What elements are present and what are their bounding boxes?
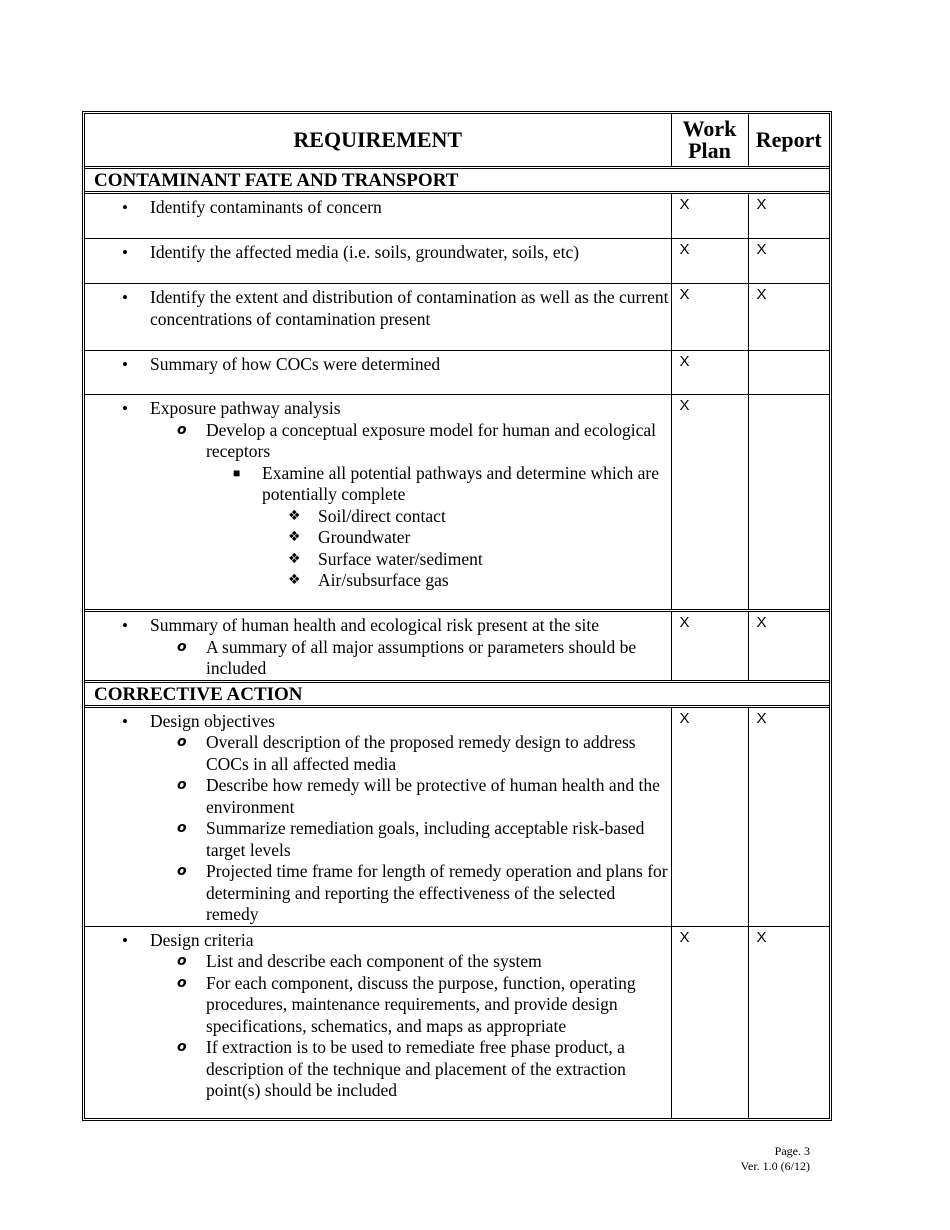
- report-mark: X: [748, 284, 829, 351]
- header-report: Report: [748, 114, 829, 168]
- report-mark: X: [748, 193, 829, 239]
- bullet-icon: •: [122, 930, 128, 950]
- table-row: [85, 193, 829, 239]
- hollow-bullet-icon: o: [177, 1039, 187, 1055]
- table-row: [85, 284, 829, 351]
- diamond-bullet-icon: ❖: [288, 507, 301, 524]
- table-row: [85, 706, 829, 926]
- work-plan-mark: X: [671, 351, 748, 395]
- requirement-cell: • Design criteria o List and describe each component of the system o For each component, discuss the purpose, function, operating procedures, maintenance requirements, and provide design specifications, schematics, and maps as appropriate o If extraction is to be used to remediate free phase product, a description of the technique and placement of the extraction point(s) should be included: [85, 926, 671, 1118]
- requirement-cell: • Identify the extent and distribution of contamination as well as the current concentrations of contamination present: [85, 284, 671, 351]
- work-plan-mark: X: [671, 611, 748, 682]
- requirement-cell: • Design objectives o Overall description of the proposed remedy design to address COCs in all affected media o Describe how remedy will be protective of human health and the environment o Summarize remediation goals, including acceptable risk-based target levels o Projected time frame for length of remedy operation and plans for determining and reporting the effectiveness of the selected remedy: [85, 706, 671, 926]
- diamond-bullet-icon: ❖: [288, 529, 301, 545]
- bullet-icon: •: [122, 711, 128, 731]
- report-mark: X: [748, 706, 829, 926]
- table-row: [85, 395, 829, 611]
- report-mark: [748, 395, 829, 611]
- header-row: [85, 114, 829, 168]
- page-footer: [741, 1144, 810, 1174]
- hollow-bullet-icon: o: [177, 953, 187, 969]
- header-requirement: REQUIREMENT: [85, 114, 671, 168]
- bullet-icon: •: [122, 399, 128, 418]
- header-work-plan: Work Plan: [671, 114, 748, 168]
- hollow-bullet-icon: o: [177, 421, 187, 438]
- report-mark: [748, 351, 829, 395]
- section-title-ca: CORRECTIVE ACTION: [85, 681, 829, 706]
- report-mark: X: [748, 926, 829, 1118]
- hollow-bullet-icon: o: [177, 777, 187, 793]
- requirement-cell: • Summary of how COCs were determined: [85, 351, 671, 395]
- bullet-icon: •: [122, 355, 128, 374]
- bullet-icon: •: [122, 616, 128, 635]
- requirement-cell: • Identify contaminants of concern: [85, 193, 671, 239]
- work-plan-mark: X: [671, 395, 748, 611]
- bullet-icon: •: [122, 198, 128, 217]
- report-mark: X: [748, 611, 829, 682]
- table-row: [85, 611, 829, 682]
- hollow-bullet-icon: o: [177, 734, 187, 750]
- section-row: [85, 681, 829, 706]
- table-row: [85, 926, 829, 1118]
- requirements-table: [82, 111, 832, 1121]
- diamond-bullet-icon: ❖: [288, 572, 301, 588]
- bullet-icon: •: [122, 243, 128, 262]
- hollow-bullet-icon: o: [177, 974, 187, 991]
- requirement-cell: • Identify the affected media (i.e. soils, groundwater, soils, etc): [85, 239, 671, 284]
- bullet-icon: •: [122, 288, 128, 307]
- section-row: [85, 168, 829, 193]
- hollow-bullet-icon: o: [177, 863, 187, 879]
- work-plan-mark: X: [671, 239, 748, 284]
- hollow-bullet-icon: o: [177, 638, 187, 655]
- page-number: Page. 3: [774, 1144, 810, 1158]
- work-plan-mark: X: [671, 284, 748, 351]
- work-plan-mark: X: [671, 926, 748, 1118]
- version-label: Ver. 1.0 (6/12): [740, 1159, 810, 1173]
- requirement-cell: • Summary of human health and ecological risk present at the site o A summary of all major assumptions or parameters should be included: [85, 611, 671, 682]
- hollow-bullet-icon: o: [177, 820, 187, 836]
- square-bullet-icon: ■: [233, 465, 241, 480]
- work-plan-mark: X: [671, 193, 748, 239]
- work-plan-mark: X: [671, 706, 748, 926]
- requirement-cell: • Exposure pathway analysis o Develop a conceptual exposure model for human and ecological receptors ■ Examine all potential pathways and determine which are potentially complete ❖ Soil/direct contact ❖ Groundwater ❖ Surface water/sediment ❖ Air/subsurface gas: [85, 395, 671, 611]
- report-mark: X: [748, 239, 829, 284]
- diamond-bullet-icon: ❖: [288, 550, 301, 567]
- table-row: [85, 239, 829, 284]
- table-row: [85, 351, 829, 395]
- section-title-cft: CONTAMINANT FATE AND TRANSPORT: [85, 168, 829, 193]
